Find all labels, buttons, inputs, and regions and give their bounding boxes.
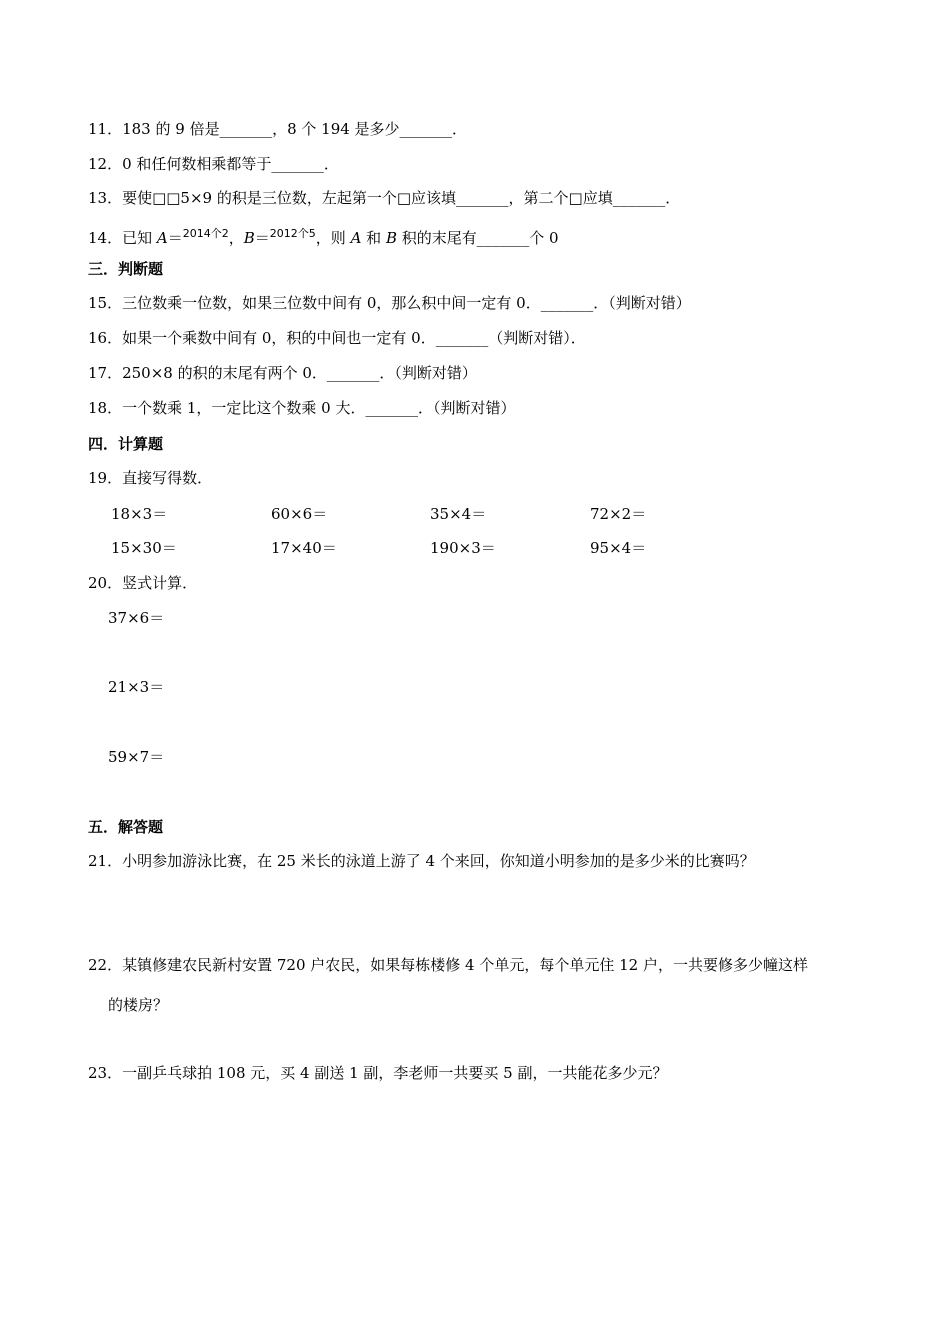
q14-a-var2: A xyxy=(350,229,362,247)
q20-item: 21×3＝ xyxy=(108,678,165,696)
question-20: 20．竖式计算． xyxy=(88,574,198,592)
question-22-line-1: 22．某镇修建农民新村安置 720 户农民，如果每栋楼修 4 个单元，每个单元住 12 户，一共要修多少幢这样 xyxy=(88,956,808,974)
question-11: 11．183 的 9 倍是_______，8 个 194 是多少_______． xyxy=(88,120,468,138)
q14-b-var: B xyxy=(243,229,255,247)
q19-item: 72×2＝ xyxy=(590,505,647,523)
q14-and: 和 xyxy=(361,229,386,247)
question-13: 13．要使□□5×9 的积是三位数，左起第一个□应该填_______，第二个□应填_______． xyxy=(88,189,681,207)
question-14 xyxy=(88,224,559,248)
q19-item: 190×3＝ xyxy=(430,539,496,557)
question-19: 19．直接写得数． xyxy=(88,469,213,487)
question-21: 21．小明参加游泳比赛，在 25 米长的泳道上游了 4 个来回，你知道小明参加的是多少米的比赛吗？ xyxy=(88,852,755,870)
q19-item: 35×4＝ xyxy=(430,505,487,523)
q14-a-var: A xyxy=(156,229,168,247)
question-23: 23．一副乒乓球拍 108 元，买 4 副送 1 副，李老师一共要买 5 副，一共能花多少元？ xyxy=(88,1064,668,1082)
q14-prefix: 14．已知 xyxy=(88,229,157,247)
section-4-heading: 四．计算题 xyxy=(88,435,164,453)
q19-item: 15×30＝ xyxy=(111,539,177,557)
q20-item: 59×7＝ xyxy=(108,748,165,766)
q14-mid: ，则 xyxy=(315,229,351,247)
question-16: 16．如果一个乘数中间有 0，积的中间也一定有 0．_______（判断对错）． xyxy=(88,329,586,347)
q14-eq1: ＝ xyxy=(167,229,183,247)
question-18: 18．一个数乘 1，一定比这个数乘 0 大．_______．（判断对错） xyxy=(88,399,516,417)
q20-item: 37×6＝ xyxy=(108,609,165,627)
section-3-heading: 三．判断题 xyxy=(88,260,164,278)
q14-suffix: 积的末尾有_______个 0 xyxy=(396,229,559,247)
question-12: 12．0 和任何数相乘都等于_______． xyxy=(88,155,339,173)
q14-a-sup: 2014个2 xyxy=(182,227,229,240)
question-22-line-2: 的楼房？ xyxy=(108,996,169,1014)
q14-b-var2: B xyxy=(385,229,397,247)
q14-comma: ， xyxy=(228,229,244,247)
q19-item: 60×6＝ xyxy=(271,505,328,523)
question-15: 15．三位数乘一位数，如果三位数中间有 0，那么积中间一定有 0．_______．（判断对错） xyxy=(88,294,691,312)
q19-item: 95×4＝ xyxy=(590,539,647,557)
q14-b-sup: 2012个5 xyxy=(269,227,316,240)
q14-eq2: ＝ xyxy=(254,229,270,247)
section-5-heading: 五．解答题 xyxy=(88,818,164,836)
q19-item: 18×3＝ xyxy=(111,505,168,523)
question-17: 17．250×8 的积的末尾有两个 0．_______．（判断对错） xyxy=(88,364,477,382)
q19-item: 17×40＝ xyxy=(271,539,337,557)
